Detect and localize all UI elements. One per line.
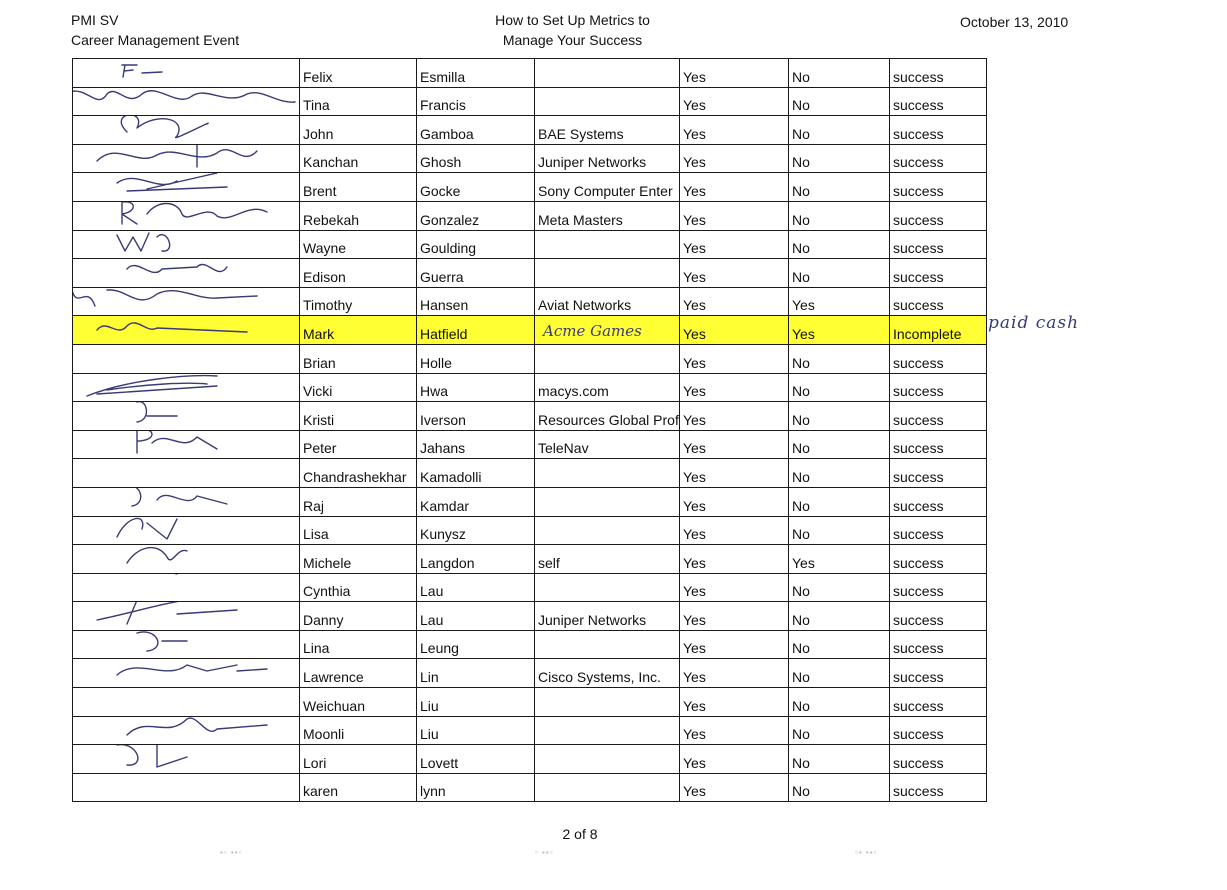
status-cell: success bbox=[890, 201, 987, 230]
handwritten-signature bbox=[73, 59, 300, 88]
last-name-cell: Lau bbox=[417, 573, 535, 602]
attended-cell: Yes bbox=[680, 602, 789, 631]
signature-cell bbox=[73, 630, 300, 659]
handwritten-signature bbox=[73, 259, 300, 288]
table-row bbox=[73, 545, 987, 574]
last-name-cell: Esmilla bbox=[417, 59, 535, 88]
table-row bbox=[73, 144, 987, 173]
signature-cell bbox=[73, 287, 300, 316]
attended-cell: Yes bbox=[680, 430, 789, 459]
second-flag-cell: No bbox=[789, 402, 890, 431]
company-cell: Meta Masters bbox=[535, 201, 680, 230]
first-name-cell: Tina bbox=[300, 87, 417, 116]
handwritten-signature bbox=[73, 287, 300, 316]
company-cell bbox=[535, 87, 680, 116]
table-row bbox=[73, 688, 987, 717]
status-cell: success bbox=[890, 259, 987, 288]
handwritten-signature bbox=[73, 230, 300, 259]
second-flag-cell: No bbox=[789, 259, 890, 288]
second-flag-cell: No bbox=[789, 459, 890, 488]
handwritten-signature bbox=[73, 545, 300, 574]
status-cell: success bbox=[890, 602, 987, 631]
attended-cell: Yes bbox=[680, 173, 789, 202]
handwritten-signature bbox=[73, 173, 300, 202]
signature-cell bbox=[73, 430, 300, 459]
second-flag-cell: No bbox=[789, 430, 890, 459]
last-name-cell: Holle bbox=[417, 344, 535, 373]
last-name-cell: Lovett bbox=[417, 745, 535, 774]
second-flag-cell: No bbox=[789, 116, 890, 145]
signature-cell bbox=[73, 173, 300, 202]
last-name-cell: Lin bbox=[417, 659, 535, 688]
company-cell: Resources Global Prof bbox=[535, 402, 680, 431]
status-cell: success bbox=[890, 459, 987, 488]
table-row bbox=[73, 230, 987, 259]
company-cell bbox=[535, 259, 680, 288]
table-row bbox=[73, 716, 987, 745]
attended-cell: Yes bbox=[680, 688, 789, 717]
first-name-cell: Felix bbox=[300, 59, 417, 88]
last-name-cell: Hansen bbox=[417, 287, 535, 316]
table-row bbox=[73, 773, 987, 802]
table-row bbox=[73, 402, 987, 431]
table-row bbox=[73, 573, 987, 602]
status-cell: success bbox=[890, 230, 987, 259]
status-cell: success bbox=[890, 344, 987, 373]
table-row bbox=[73, 745, 987, 774]
handwritten-signature bbox=[73, 87, 300, 116]
status-cell: success bbox=[890, 144, 987, 173]
table-row bbox=[73, 344, 987, 373]
status-cell: success bbox=[890, 287, 987, 316]
attended-cell: Yes bbox=[680, 87, 789, 116]
handwritten-signature bbox=[73, 516, 300, 545]
document-title bbox=[440, 10, 705, 50]
handwritten-signature bbox=[73, 659, 300, 688]
title-line-1: How to Set Up Metrics to bbox=[495, 12, 650, 28]
handwritten-signature bbox=[73, 487, 300, 516]
last-name-cell: Iverson bbox=[417, 402, 535, 431]
second-flag-cell: No bbox=[789, 516, 890, 545]
last-name-cell: Gamboa bbox=[417, 116, 535, 145]
first-name-cell: Michele bbox=[300, 545, 417, 574]
second-flag-cell: No bbox=[789, 87, 890, 116]
signature-cell bbox=[73, 745, 300, 774]
second-flag-cell: No bbox=[789, 602, 890, 631]
first-name-cell: Peter bbox=[300, 430, 417, 459]
first-name-cell: Cynthia bbox=[300, 573, 417, 602]
last-name-cell: Lau bbox=[417, 602, 535, 631]
company-cell: macys.com bbox=[535, 373, 680, 402]
second-flag-cell: No bbox=[789, 201, 890, 230]
first-name-cell: Kristi bbox=[300, 402, 417, 431]
status-cell: success bbox=[890, 487, 987, 516]
second-flag-cell: No bbox=[789, 716, 890, 745]
second-flag-cell: No bbox=[789, 59, 890, 88]
signature-cell bbox=[73, 602, 300, 631]
second-flag-cell: Yes bbox=[789, 287, 890, 316]
last-name-cell: Kamadolli bbox=[417, 459, 535, 488]
handwritten-signature bbox=[73, 144, 300, 173]
company-cell: Cisco Systems, Inc. bbox=[535, 659, 680, 688]
scan-artifact: ▪▫ ▪▪▫ bbox=[220, 848, 243, 857]
title-line-2: Manage Your Success bbox=[502, 32, 643, 48]
last-name-cell: Guerra bbox=[417, 259, 535, 288]
signature-cell bbox=[73, 373, 300, 402]
company-cell: TeleNav bbox=[535, 430, 680, 459]
status-cell: success bbox=[890, 630, 987, 659]
signature-cell bbox=[73, 201, 300, 230]
first-name-cell: karen bbox=[300, 773, 417, 802]
attended-cell: Yes bbox=[680, 287, 789, 316]
signature-cell bbox=[73, 688, 300, 717]
table-row bbox=[73, 201, 987, 230]
company-cell: Juniper Networks bbox=[535, 602, 680, 631]
table-row bbox=[73, 173, 987, 202]
table-row bbox=[73, 287, 987, 316]
handwritten-signature bbox=[73, 430, 300, 459]
last-name-cell: Hwa bbox=[417, 373, 535, 402]
first-name-cell: John bbox=[300, 116, 417, 145]
table-row bbox=[73, 487, 987, 516]
last-name-cell: Gonzalez bbox=[417, 201, 535, 230]
first-name-cell: Lawrence bbox=[300, 659, 417, 688]
first-name-cell: Edison bbox=[300, 259, 417, 288]
handwritten-company: Acme Games bbox=[543, 322, 642, 341]
last-name-cell: Liu bbox=[417, 716, 535, 745]
signin-table bbox=[72, 58, 987, 802]
status-cell: success bbox=[890, 430, 987, 459]
margin-note-handwritten: paid cash bbox=[988, 313, 1080, 333]
table-row bbox=[73, 373, 987, 402]
signature-cell bbox=[73, 230, 300, 259]
second-flag-cell: Yes bbox=[789, 545, 890, 574]
signature-cell bbox=[73, 87, 300, 116]
second-flag-cell: No bbox=[789, 573, 890, 602]
handwritten-signature bbox=[73, 116, 300, 145]
status-cell: success bbox=[890, 59, 987, 88]
attended-cell: Yes bbox=[680, 773, 789, 802]
table-row bbox=[73, 459, 987, 488]
handwritten-signature bbox=[73, 373, 300, 402]
signature-cell bbox=[73, 316, 300, 345]
attended-cell: Yes bbox=[680, 259, 789, 288]
table-row bbox=[73, 659, 987, 688]
handwritten-signature bbox=[73, 402, 300, 431]
handwritten-signature bbox=[73, 630, 300, 659]
attended-cell: Yes bbox=[680, 373, 789, 402]
table-row bbox=[73, 430, 987, 459]
last-name-cell: Kamdar bbox=[417, 487, 535, 516]
last-name-cell: Jahans bbox=[417, 430, 535, 459]
attended-cell: Yes bbox=[680, 201, 789, 230]
first-name-cell: Brent bbox=[300, 173, 417, 202]
company-cell: Juniper Networks bbox=[535, 144, 680, 173]
company-cell bbox=[535, 459, 680, 488]
second-flag-cell: No bbox=[789, 688, 890, 717]
handwritten-signature bbox=[73, 316, 300, 345]
last-name-cell: Ghosh bbox=[417, 144, 535, 173]
attended-cell: Yes bbox=[680, 402, 789, 431]
company-cell bbox=[535, 630, 680, 659]
second-flag-cell: No bbox=[789, 745, 890, 774]
company-cell bbox=[535, 773, 680, 802]
second-flag-cell: Yes bbox=[789, 316, 890, 345]
attended-cell: Yes bbox=[680, 59, 789, 88]
signature-cell bbox=[73, 573, 300, 602]
last-name-cell: Leung bbox=[417, 630, 535, 659]
attended-cell: Yes bbox=[680, 344, 789, 373]
signature-cell bbox=[73, 659, 300, 688]
scan-artifact: ▫ ▪▪▫ bbox=[535, 848, 554, 857]
scan-artifact: ▫▪ ▪▪▫ bbox=[855, 848, 878, 857]
last-name-cell: Kunysz bbox=[417, 516, 535, 545]
table-row bbox=[73, 116, 987, 145]
status-cell: success bbox=[890, 745, 987, 774]
table-row bbox=[73, 630, 987, 659]
company-cell bbox=[535, 516, 680, 545]
status-cell: success bbox=[890, 659, 987, 688]
company-cell bbox=[535, 573, 680, 602]
attended-cell: Yes bbox=[680, 144, 789, 173]
signature-cell bbox=[73, 144, 300, 173]
status-cell: success bbox=[890, 545, 987, 574]
table-row bbox=[73, 316, 987, 345]
second-flag-cell: No bbox=[789, 659, 890, 688]
attended-cell: Yes bbox=[680, 659, 789, 688]
status-cell: Incomplete bbox=[890, 316, 987, 345]
status-cell: success bbox=[890, 716, 987, 745]
last-name-cell: Hatfield bbox=[417, 316, 535, 345]
company-cell bbox=[535, 59, 680, 88]
status-cell: success bbox=[890, 402, 987, 431]
status-cell: success bbox=[890, 87, 987, 116]
signature-cell bbox=[73, 59, 300, 88]
last-name-cell: Liu bbox=[417, 688, 535, 717]
first-name-cell: Timothy bbox=[300, 287, 417, 316]
attended-cell: Yes bbox=[680, 230, 789, 259]
company-cell: BAE Systems bbox=[535, 116, 680, 145]
attended-cell: Yes bbox=[680, 316, 789, 345]
second-flag-cell: No bbox=[789, 773, 890, 802]
table-row bbox=[73, 602, 987, 631]
company-cell bbox=[535, 688, 680, 717]
first-name-cell: Vicki bbox=[300, 373, 417, 402]
header-left bbox=[71, 10, 239, 50]
attended-cell: Yes bbox=[680, 487, 789, 516]
first-name-cell: Kanchan bbox=[300, 144, 417, 173]
signature-cell bbox=[73, 487, 300, 516]
company-cell bbox=[535, 716, 680, 745]
signature-cell bbox=[73, 402, 300, 431]
signature-cell bbox=[73, 259, 300, 288]
status-cell: success bbox=[890, 516, 987, 545]
table-row bbox=[73, 59, 987, 88]
status-cell: success bbox=[890, 173, 987, 202]
attended-cell: Yes bbox=[680, 116, 789, 145]
table-row bbox=[73, 516, 987, 545]
signature-cell bbox=[73, 116, 300, 145]
attended-cell: Yes bbox=[680, 545, 789, 574]
signature-cell bbox=[73, 716, 300, 745]
attended-cell: Yes bbox=[680, 630, 789, 659]
status-cell: success bbox=[890, 116, 987, 145]
attended-cell: Yes bbox=[680, 745, 789, 774]
company-cell bbox=[535, 344, 680, 373]
first-name-cell: Lisa bbox=[300, 516, 417, 545]
handwritten-signature bbox=[73, 573, 300, 602]
first-name-cell: Mark bbox=[300, 316, 417, 345]
table-row bbox=[73, 259, 987, 288]
last-name-cell: Gocke bbox=[417, 173, 535, 202]
signature-cell bbox=[73, 459, 300, 488]
last-name-cell: Langdon bbox=[417, 545, 535, 574]
attended-cell: Yes bbox=[680, 516, 789, 545]
company-cell: Aviat Networks bbox=[535, 287, 680, 316]
event-date: October 13, 2010 bbox=[960, 14, 1069, 30]
signature-cell bbox=[73, 516, 300, 545]
status-cell: success bbox=[890, 573, 987, 602]
table-row bbox=[73, 87, 987, 116]
second-flag-cell: No bbox=[789, 344, 890, 373]
status-cell: success bbox=[890, 373, 987, 402]
first-name-cell: Brian bbox=[300, 344, 417, 373]
second-flag-cell: No bbox=[789, 230, 890, 259]
page-number: 2 of 8 bbox=[562, 826, 598, 842]
handwritten-signature bbox=[73, 716, 300, 745]
last-name-cell: lynn bbox=[417, 773, 535, 802]
signature-cell bbox=[73, 344, 300, 373]
company-cell: Sony Computer Enter bbox=[535, 173, 680, 202]
company-cell bbox=[535, 487, 680, 516]
event-name: Career Management Event bbox=[71, 32, 240, 48]
first-name-cell: Chandrashekhar bbox=[300, 459, 417, 488]
first-name-cell: Lina bbox=[300, 630, 417, 659]
second-flag-cell: No bbox=[789, 630, 890, 659]
attended-cell: Yes bbox=[680, 459, 789, 488]
last-name-cell: Francis bbox=[417, 87, 535, 116]
first-name-cell: Wayne bbox=[300, 230, 417, 259]
status-cell: success bbox=[890, 773, 987, 802]
org-name: PMI SV bbox=[71, 12, 119, 28]
company-cell bbox=[535, 230, 680, 259]
second-flag-cell: No bbox=[789, 144, 890, 173]
first-name-cell: Lori bbox=[300, 745, 417, 774]
second-flag-cell: No bbox=[789, 487, 890, 516]
handwritten-signature bbox=[73, 602, 300, 631]
first-name-cell: Rebekah bbox=[300, 201, 417, 230]
first-name-cell: Raj bbox=[300, 487, 417, 516]
first-name-cell: Weichuan bbox=[300, 688, 417, 717]
company-cell: self bbox=[535, 545, 680, 574]
company-cell bbox=[535, 745, 680, 774]
status-cell: success bbox=[890, 688, 987, 717]
second-flag-cell: No bbox=[789, 173, 890, 202]
signature-cell bbox=[73, 545, 300, 574]
attended-cell: Yes bbox=[680, 573, 789, 602]
attended-cell: Yes bbox=[680, 716, 789, 745]
second-flag-cell: No bbox=[789, 373, 890, 402]
company-cell bbox=[535, 316, 680, 345]
first-name-cell: Danny bbox=[300, 602, 417, 631]
handwritten-signature bbox=[73, 745, 300, 774]
last-name-cell: Goulding bbox=[417, 230, 535, 259]
signature-cell bbox=[73, 773, 300, 802]
handwritten-signature bbox=[73, 201, 300, 230]
first-name-cell: Moonli bbox=[300, 716, 417, 745]
